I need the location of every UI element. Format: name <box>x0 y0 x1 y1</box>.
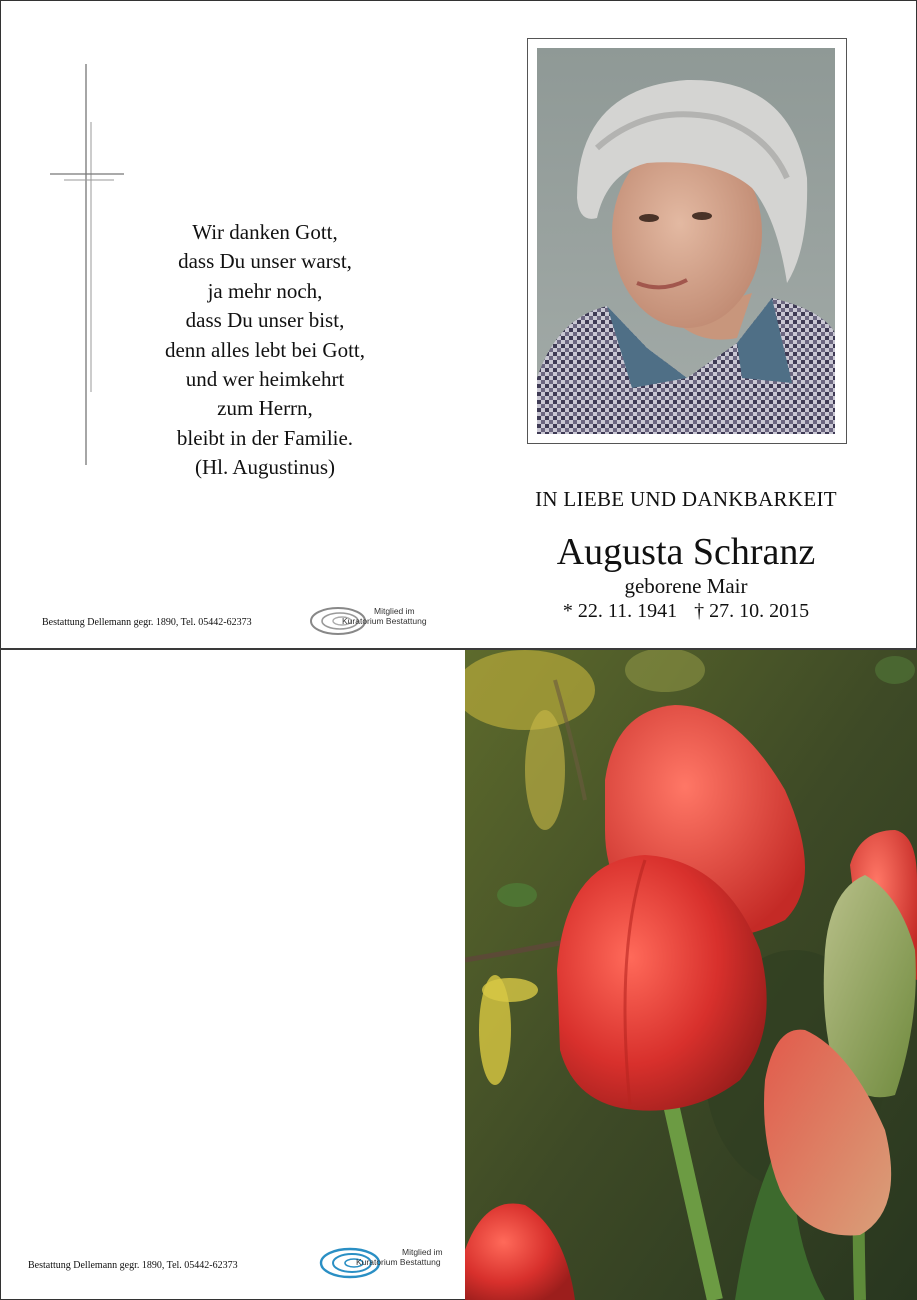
logo-line: Mitglied im <box>402 1247 443 1257</box>
logo-text <box>342 606 427 626</box>
poem-line: bleibt in der Familie. <box>176 425 354 450</box>
life-dates <box>470 600 902 623</box>
poem-line: dass Du unser bist, <box>185 308 345 333</box>
poem-attribution: (Hl. Augustinus) <box>194 455 335 480</box>
portrait-photo <box>537 48 835 434</box>
memorial-poem <box>120 218 410 483</box>
logo-line: Kuratorium Bestattung <box>342 616 427 626</box>
logo-text <box>356 1247 443 1267</box>
tulip-photo <box>465 650 917 1300</box>
logo-line: Mitglied im <box>374 606 415 616</box>
undertaker-credit: Bestattung Dellemann gegr. 1890, Tel. 05442-62373 <box>42 617 252 628</box>
death-date: † 27. 10. 2015 <box>694 600 810 622</box>
logo-line: Kuratorium Bestattung <box>356 1257 441 1267</box>
poem-line: Wir danken Gott, <box>192 220 338 244</box>
poem-line: und wer heimkehrt <box>185 367 345 392</box>
undertaker-credit: Bestattung Dellemann gegr. 1890, Tel. 05442-62373 <box>28 1260 238 1271</box>
poem-line: dass Du unser warst, <box>178 249 352 274</box>
portrait-frame <box>527 38 847 444</box>
poem-line: zum Herrn, <box>217 396 313 421</box>
maiden-name: geborene Mair <box>624 574 748 598</box>
headline: IN LIEBE UND DANKBARKEIT <box>535 487 837 511</box>
poem-line: denn alles lebt bei Gott, <box>164 337 366 362</box>
cross-icon <box>48 62 128 467</box>
poem-line: ja mehr noch, <box>207 278 323 303</box>
birth-date: * 22. 11. 1941 <box>562 600 678 622</box>
deceased-name: Augusta Schranz <box>556 531 816 573</box>
